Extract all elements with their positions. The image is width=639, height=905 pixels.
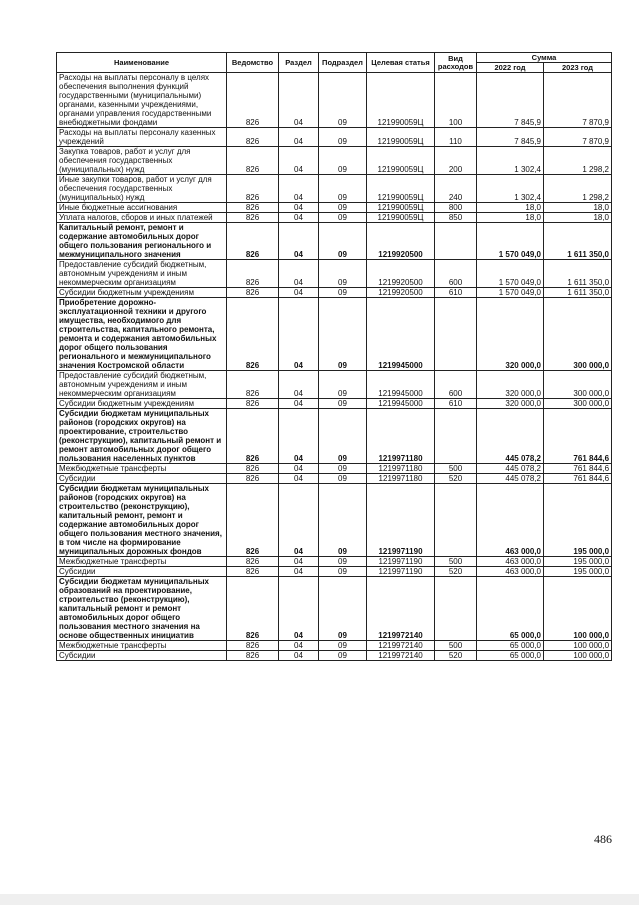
cell-2023: 7 870,9	[544, 128, 612, 147]
cell-ved: 826	[227, 567, 279, 577]
table-row	[57, 260, 612, 288]
cell-podrazdel: 09	[319, 175, 367, 203]
cell-vid: 500	[435, 557, 477, 567]
cell-razdel: 04	[279, 474, 319, 484]
cell-ved: 826	[227, 147, 279, 175]
cell-name: Приобретение дорожно-эксплуатационной техники и другого имущества, необходимого для строительства, капитального ремонта, ремонта и содержания автомобильных дорог общего пользования регионального и межмуниципального значения Костромской области	[57, 298, 227, 371]
cell-razdel: 04	[279, 128, 319, 147]
cell-vid: 500	[435, 464, 477, 474]
cell-razdel: 04	[279, 203, 319, 213]
cell-2022: 445 078,2	[477, 474, 544, 484]
cell-vid: 100	[435, 73, 477, 128]
cell-name: Субсидии бюджетным учреждениям	[57, 399, 227, 409]
table-row	[57, 175, 612, 203]
cell-razdel: 04	[279, 567, 319, 577]
cell-target: 1219945000	[367, 371, 435, 399]
cell-2023: 300 000,0	[544, 399, 612, 409]
cell-target: 121990059Ц	[367, 128, 435, 147]
table-row	[57, 298, 612, 371]
cell-2023: 100 000,0	[544, 651, 612, 661]
cell-razdel: 04	[279, 577, 319, 641]
cell-podrazdel: 09	[319, 223, 367, 260]
cell-2022: 320 000,0	[477, 298, 544, 371]
cell-vid	[435, 484, 477, 557]
cell-vid	[435, 298, 477, 371]
cell-2023: 761 844,6	[544, 464, 612, 474]
cell-podrazdel: 09	[319, 298, 367, 371]
cell-ved: 826	[227, 260, 279, 288]
cell-ved: 826	[227, 288, 279, 298]
cell-2022: 1 570 049,0	[477, 260, 544, 288]
table-row	[57, 641, 612, 651]
cell-target: 1219972140	[367, 651, 435, 661]
cell-razdel: 04	[279, 175, 319, 203]
cell-2022: 445 078,2	[477, 464, 544, 474]
cell-ved: 826	[227, 371, 279, 399]
cell-name: Субсидии	[57, 567, 227, 577]
cell-razdel: 04	[279, 409, 319, 464]
table-row	[57, 288, 612, 298]
cell-razdel: 04	[279, 223, 319, 260]
cell-podrazdel: 09	[319, 371, 367, 399]
cell-2023: 300 000,0	[544, 298, 612, 371]
cell-razdel: 04	[279, 464, 319, 474]
cell-target: 1219972140	[367, 577, 435, 641]
cell-razdel: 04	[279, 399, 319, 409]
cell-ved: 826	[227, 557, 279, 567]
cell-vid: 520	[435, 474, 477, 484]
cell-razdel: 04	[279, 371, 319, 399]
cell-ved: 826	[227, 203, 279, 213]
cell-target: 1219971190	[367, 484, 435, 557]
cell-2022: 18,0	[477, 203, 544, 213]
cell-podrazdel: 09	[319, 147, 367, 175]
cell-podrazdel: 09	[319, 577, 367, 641]
cell-vid: 600	[435, 260, 477, 288]
cell-vid: 240	[435, 175, 477, 203]
cell-name: Капитальный ремонт, ремонт и содержание автомобильных дорог общего пользования регионального и межмуниципального значения	[57, 223, 227, 260]
cell-razdel: 04	[279, 260, 319, 288]
cell-2023: 1 298,2	[544, 147, 612, 175]
cell-target: 121990059Ц	[367, 147, 435, 175]
cell-vid: 110	[435, 128, 477, 147]
cell-2023: 1 611 350,0	[544, 260, 612, 288]
cell-2023: 1 611 350,0	[544, 223, 612, 260]
cell-podrazdel: 09	[319, 409, 367, 464]
cell-name: Субсидии бюджетам муниципальных районов (городских округов) на строительство (реконструкцию), капитальный ремонт, ремонт и содержание автомобильных дорог общего пользования местного значения, в том числе на формирование муниципальных дорожных фондов	[57, 484, 227, 557]
cell-target: 121990059Ц	[367, 175, 435, 203]
cell-podrazdel: 09	[319, 651, 367, 661]
cell-2022: 463 000,0	[477, 567, 544, 577]
cell-target: 1219920500	[367, 223, 435, 260]
cell-2022: 1 302,4	[477, 147, 544, 175]
header-target: Целевая статья	[367, 53, 435, 73]
cell-2022: 463 000,0	[477, 557, 544, 567]
cell-target: 1219971190	[367, 557, 435, 567]
cell-name: Межбюджетные трансферты	[57, 641, 227, 651]
cell-ved: 826	[227, 651, 279, 661]
header-sum: Сумма	[477, 53, 612, 63]
cell-podrazdel: 09	[319, 484, 367, 557]
cell-2023: 300 000,0	[544, 371, 612, 399]
cell-2022: 1 570 049,0	[477, 288, 544, 298]
cell-name: Субсидии бюджетам муниципальных районов (городских округов) на проектирование, строительство (реконструкцию), капитальный ремонт и ремонт автомобильных дорог общего пользования населенных пунктов	[57, 409, 227, 464]
cell-ved: 826	[227, 399, 279, 409]
cell-name: Расходы на выплаты персоналу казенных учреждений	[57, 128, 227, 147]
cell-vid: 200	[435, 147, 477, 175]
cell-razdel: 04	[279, 147, 319, 175]
cell-target: 1219945000	[367, 298, 435, 371]
cell-vid: 850	[435, 213, 477, 223]
cell-name: Закупка товаров, работ и услуг для обеспечения государственных (муниципальных) нужд	[57, 147, 227, 175]
table-row	[57, 577, 612, 641]
header-2022: 2022 год	[477, 63, 544, 73]
table-row	[57, 128, 612, 147]
cell-podrazdel: 09	[319, 260, 367, 288]
cell-name: Межбюджетные трансферты	[57, 464, 227, 474]
cell-2022: 65 000,0	[477, 641, 544, 651]
cell-vid: 600	[435, 371, 477, 399]
table-row	[57, 399, 612, 409]
cell-target: 1219972140	[367, 641, 435, 651]
cell-name: Субсидии бюджетам муниципальных образований на проектирование, строительство (реконструкцию), капитальный ремонт и ремонт автомобильных дорог общего пользования местного значения на основе общественных инициатив	[57, 577, 227, 641]
cell-name: Предоставление субсидий бюджетным, автономным учреждениям и иным некоммерческим организациям	[57, 371, 227, 399]
header-razdel: Раздел	[279, 53, 319, 73]
table-row	[57, 73, 612, 128]
cell-ved: 826	[227, 409, 279, 464]
cell-2023: 761 844,6	[544, 409, 612, 464]
cell-target: 1219945000	[367, 399, 435, 409]
cell-razdel: 04	[279, 484, 319, 557]
cell-razdel: 04	[279, 641, 319, 651]
cell-podrazdel: 09	[319, 557, 367, 567]
cell-target: 1219971180	[367, 464, 435, 474]
cell-2023: 7 870,9	[544, 73, 612, 128]
cell-vid	[435, 577, 477, 641]
table-row	[57, 409, 612, 464]
cell-vid: 520	[435, 651, 477, 661]
cell-razdel: 04	[279, 213, 319, 223]
cell-name: Расходы на выплаты персоналу в целях обеспечения выполнения функций государственными (муниципальными) органами, казенными учреждениями, органами управления государственными внебюджетными фондами	[57, 73, 227, 128]
table-row	[57, 203, 612, 213]
table-row	[57, 474, 612, 484]
table-header	[57, 53, 612, 73]
cell-podrazdel: 09	[319, 641, 367, 651]
cell-razdel: 04	[279, 288, 319, 298]
cell-2023: 18,0	[544, 213, 612, 223]
table-row	[57, 223, 612, 260]
header-podrazdel: Подраздел	[319, 53, 367, 73]
cell-ved: 826	[227, 298, 279, 371]
cell-name: Межбюджетные трансферты	[57, 557, 227, 567]
cell-razdel: 04	[279, 651, 319, 661]
table-row	[57, 371, 612, 399]
cell-vid	[435, 223, 477, 260]
scan-edge	[0, 894, 639, 905]
cell-2022: 7 845,9	[477, 128, 544, 147]
cell-razdel: 04	[279, 73, 319, 128]
cell-podrazdel: 09	[319, 474, 367, 484]
cell-podrazdel: 09	[319, 73, 367, 128]
cell-ved: 826	[227, 577, 279, 641]
table-body	[57, 73, 612, 661]
budget-table	[56, 52, 612, 661]
cell-2022: 65 000,0	[477, 651, 544, 661]
cell-vid: 500	[435, 641, 477, 651]
cell-target: 1219971180	[367, 409, 435, 464]
cell-2022: 65 000,0	[477, 577, 544, 641]
cell-2022: 7 845,9	[477, 73, 544, 128]
cell-vid	[435, 409, 477, 464]
cell-2023: 1 611 350,0	[544, 288, 612, 298]
cell-podrazdel: 09	[319, 213, 367, 223]
header-2023: 2023 год	[544, 63, 612, 73]
cell-target: 1219920500	[367, 288, 435, 298]
table-row	[57, 147, 612, 175]
cell-name: Субсидии бюджетным учреждениям	[57, 288, 227, 298]
table-row	[57, 213, 612, 223]
cell-ved: 826	[227, 128, 279, 147]
table-row	[57, 557, 612, 567]
cell-2022: 320 000,0	[477, 371, 544, 399]
cell-2023: 1 298,2	[544, 175, 612, 203]
cell-razdel: 04	[279, 298, 319, 371]
cell-2022: 18,0	[477, 213, 544, 223]
cell-name: Субсидии	[57, 474, 227, 484]
cell-podrazdel: 09	[319, 128, 367, 147]
cell-podrazdel: 09	[319, 203, 367, 213]
cell-name: Субсидии	[57, 651, 227, 661]
cell-ved: 826	[227, 73, 279, 128]
cell-podrazdel: 09	[319, 399, 367, 409]
cell-name: Иные бюджетные ассигнования	[57, 203, 227, 213]
cell-name: Уплата налогов, сборов и иных платежей	[57, 213, 227, 223]
cell-target: 1219971190	[367, 567, 435, 577]
table-row	[57, 484, 612, 557]
cell-name: Иные закупки товаров, работ и услуг для обеспечения государственных (муниципальных) нужд	[57, 175, 227, 203]
table-row	[57, 464, 612, 474]
cell-target: 1219920500	[367, 260, 435, 288]
cell-podrazdel: 09	[319, 567, 367, 577]
cell-vid: 610	[435, 399, 477, 409]
header-vid: Вид расходов	[435, 53, 477, 73]
cell-2023: 761 844,6	[544, 474, 612, 484]
cell-name: Предоставление субсидий бюджетным, автономным учреждениям и иным некоммерческим организациям	[57, 260, 227, 288]
cell-target: 121990059Ц	[367, 203, 435, 213]
cell-ved: 826	[227, 213, 279, 223]
cell-ved: 826	[227, 175, 279, 203]
cell-2023: 195 000,0	[544, 557, 612, 567]
header-name: Наименование	[57, 53, 227, 73]
header-ved: Ведомство	[227, 53, 279, 73]
cell-2022: 1 570 049,0	[477, 223, 544, 260]
cell-ved: 826	[227, 223, 279, 260]
cell-target: 1219971180	[367, 474, 435, 484]
page-number: 486	[594, 832, 612, 846]
cell-2022: 1 302,4	[477, 175, 544, 203]
cell-2023: 100 000,0	[544, 577, 612, 641]
table-row	[57, 567, 612, 577]
cell-2023: 195 000,0	[544, 484, 612, 557]
cell-ved: 826	[227, 464, 279, 474]
cell-podrazdel: 09	[319, 464, 367, 474]
cell-vid: 610	[435, 288, 477, 298]
cell-2022: 320 000,0	[477, 399, 544, 409]
cell-2022: 445 078,2	[477, 409, 544, 464]
cell-vid: 800	[435, 203, 477, 213]
cell-razdel: 04	[279, 557, 319, 567]
cell-2023: 195 000,0	[544, 567, 612, 577]
cell-vid: 520	[435, 567, 477, 577]
cell-target: 121990059Ц	[367, 213, 435, 223]
cell-2023: 18,0	[544, 203, 612, 213]
cell-ved: 826	[227, 484, 279, 557]
cell-ved: 826	[227, 641, 279, 651]
table-row	[57, 651, 612, 661]
cell-target: 121990059Ц	[367, 73, 435, 128]
cell-ved: 826	[227, 474, 279, 484]
cell-2023: 100 000,0	[544, 641, 612, 651]
cell-2022: 463 000,0	[477, 484, 544, 557]
cell-podrazdel: 09	[319, 288, 367, 298]
